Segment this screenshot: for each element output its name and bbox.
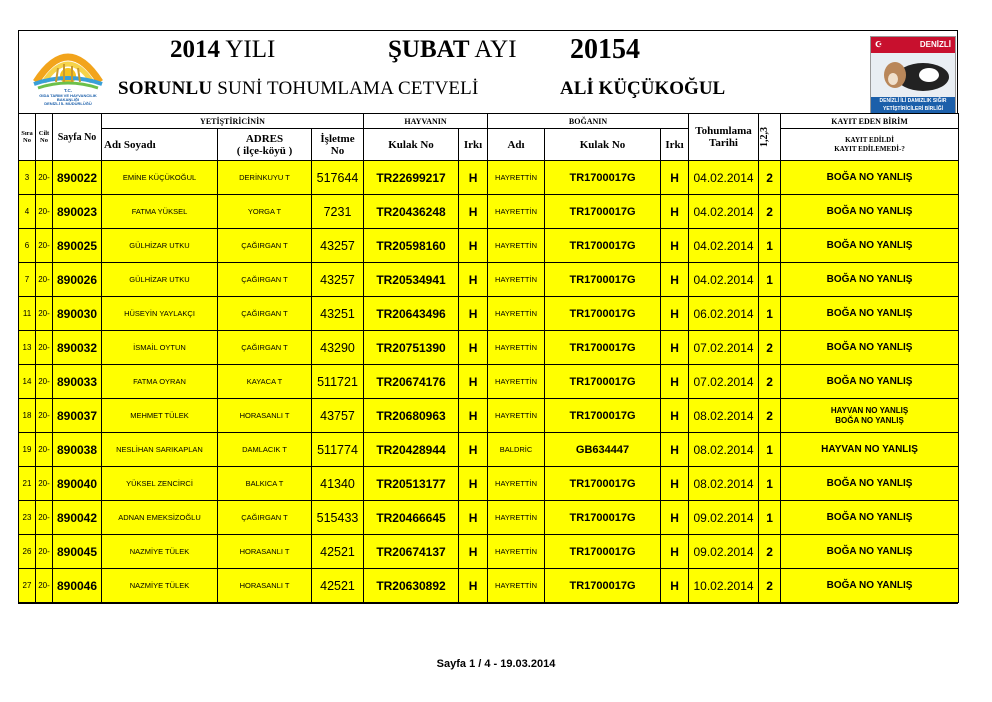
cell-sira: 26 — [19, 535, 36, 569]
cell-kulak: TR20674137 — [364, 535, 459, 569]
cell-sira: 13 — [19, 331, 36, 365]
col-sira: Sıra No — [19, 114, 36, 161]
cell-kulak: TR20643496 — [364, 297, 459, 331]
technician-name: ALİ KÜÇÜKOĞUL — [560, 78, 726, 99]
cell-bull-irk: H — [661, 535, 689, 569]
group-breeder: YETİŞTİRİCİNİN — [102, 114, 364, 129]
cell-status: BOĞA NO YANLIŞ — [781, 569, 959, 603]
cell-irk: H — [459, 433, 488, 467]
cell-name: FATMA OYRAN — [102, 365, 218, 399]
cell-irk: H — [459, 229, 488, 263]
cell-bull: HAYRETTİN — [488, 297, 545, 331]
cell-sira: 6 — [19, 229, 36, 263]
cell-bull-kulak: TR1700017G — [545, 399, 661, 433]
table-row — [19, 229, 959, 263]
cell-bull-kulak: TR1700017G — [545, 569, 661, 603]
table-row — [19, 161, 959, 195]
cell-kulak: TR20436248 — [364, 195, 459, 229]
cell-name: NESLİHAN SARIKAPLAN — [102, 433, 218, 467]
cell-sayfa: 890026 — [53, 263, 102, 297]
month-word: AYI — [474, 36, 517, 63]
cell-adres: ÇAĞIRGAN T — [218, 331, 312, 365]
cell-irk: H — [459, 569, 488, 603]
cell-count: 1 — [759, 297, 781, 331]
cell-bull-irk: H — [661, 331, 689, 365]
union-logo-title: ☪ DENİZLİ — [871, 37, 955, 53]
table-body — [19, 161, 959, 603]
col-bull-kulak: Kulak No — [545, 129, 661, 161]
cell-sayfa: 890037 — [53, 399, 102, 433]
cell-bull: BALDRİC — [488, 433, 545, 467]
cell-cilt: 20- — [36, 297, 53, 331]
cell-irk: H — [459, 161, 488, 195]
union-logo — [870, 36, 956, 114]
cell-count: 2 — [759, 331, 781, 365]
cell-sayfa: 890032 — [53, 331, 102, 365]
table-row — [19, 467, 959, 501]
logo-line-3: BAKANLIĞI — [56, 97, 80, 102]
table-row — [19, 399, 959, 433]
col-adres: ADRES ( ilçe-köyü ) — [218, 129, 312, 161]
cell-adres: ÇAĞIRGAN T — [218, 229, 312, 263]
cell-isletme: 43757 — [312, 399, 364, 433]
cell-tarih: 04.02.2014 — [689, 263, 759, 297]
cell-bull-irk: H — [661, 501, 689, 535]
subtitle-rest: SUNİ TOHUMLAMA CETVELİ — [217, 78, 479, 99]
table-row — [19, 365, 959, 399]
cell-cilt: 20- — [36, 433, 53, 467]
cell-isletme: 511721 — [312, 365, 364, 399]
cell-kulak: TR20513177 — [364, 467, 459, 501]
col-bull-irki: Irkı — [661, 129, 689, 161]
cell-bull: HAYRETTİN — [488, 263, 545, 297]
cell-bull-kulak: TR1700017G — [545, 365, 661, 399]
cell-count: 2 — [759, 535, 781, 569]
cell-sira: 21 — [19, 467, 36, 501]
cell-bull-kulak: GB634447 — [545, 433, 661, 467]
cell-bull: HAYRETTİN — [488, 161, 545, 195]
cell-adres: ÇAĞIRGAN T — [218, 263, 312, 297]
cell-bull: HAYRETTİN — [488, 331, 545, 365]
cell-name: EMİNE KÜÇÜKOĞUL — [102, 161, 218, 195]
flag-icon: ☪ — [875, 40, 883, 49]
cell-tarih: 04.02.2014 — [689, 161, 759, 195]
cell-isletme: 43290 — [312, 331, 364, 365]
cell-bull-kulak: TR1700017G — [545, 331, 661, 365]
cell-bull-irk: H — [661, 263, 689, 297]
cell-name: NAZMİYE TÜLEK — [102, 569, 218, 603]
cell-irk: H — [459, 501, 488, 535]
cell-bull: HAYRETTİN — [488, 535, 545, 569]
year-word: YILI — [225, 36, 276, 63]
cell-sayfa: 890030 — [53, 297, 102, 331]
cell-kulak: TR20598160 — [364, 229, 459, 263]
cell-kulak: TR22699217 — [364, 161, 459, 195]
cell-status: HAYVAN NO YANLIŞ BOĞA NO YANLIŞ — [781, 399, 959, 433]
cell-status: BOĞA NO YANLIŞ — [781, 297, 959, 331]
cell-bull-irk: H — [661, 365, 689, 399]
cell-adres: ÇAĞIRGAN T — [218, 501, 312, 535]
cell-sayfa: 890040 — [53, 467, 102, 501]
cell-kulak: TR20751390 — [364, 331, 459, 365]
cell-count: 1 — [759, 467, 781, 501]
cell-isletme: 511774 — [312, 433, 364, 467]
cell-count: 2 — [759, 365, 781, 399]
cell-irk: H — [459, 263, 488, 297]
cell-isletme: 42521 — [312, 535, 364, 569]
month-name: ŞUBAT — [388, 36, 470, 63]
cell-kulak: TR20680963 — [364, 399, 459, 433]
problem-insemination-table — [18, 113, 959, 603]
cell-tarih: 07.02.2014 — [689, 365, 759, 399]
cell-adres: HORASANLI T — [218, 399, 312, 433]
cell-bull-kulak: TR1700017G — [545, 229, 661, 263]
logo-line-2: GIDA TARIM VE HAYVANCILIK — [39, 93, 97, 98]
cell-bull-irk: H — [661, 229, 689, 263]
col-count: 1,2,3 — [759, 114, 781, 161]
cell-bull-kulak: TR1700017G — [545, 263, 661, 297]
cell-isletme: 41340 — [312, 467, 364, 501]
cell-tarih: 08.02.2014 — [689, 467, 759, 501]
logo-line-1: T.C. — [63, 88, 73, 93]
cell-name: FATMA YÜKSEL — [102, 195, 218, 229]
table-row — [19, 297, 959, 331]
cell-sayfa: 890022 — [53, 161, 102, 195]
col-kulak-no: Kulak No — [364, 129, 459, 161]
cell-count: 1 — [759, 433, 781, 467]
cell-status: BOĞA NO YANLIŞ — [781, 501, 959, 535]
cell-sira: 4 — [19, 195, 36, 229]
cell-adres: DAMLACIK T — [218, 433, 312, 467]
table-row — [19, 501, 959, 535]
cell-status: BOĞA NO YANLIŞ — [781, 195, 959, 229]
year-number: 2014 — [170, 36, 220, 63]
cell-count: 2 — [759, 195, 781, 229]
cell-adres: ÇAĞIRGAN T — [218, 297, 312, 331]
cell-sira: 11 — [19, 297, 36, 331]
cell-bull-irk: H — [661, 467, 689, 501]
cattle-icon — [871, 53, 955, 97]
cell-bull-kulak: TR1700017G — [545, 195, 661, 229]
cell-name: NAZMİYE TÜLEK — [102, 535, 218, 569]
cell-status: BOĞA NO YANLIŞ — [781, 161, 959, 195]
document-code: 20154 — [570, 34, 640, 65]
cell-name: MEHMET TÜLEK — [102, 399, 218, 433]
cell-adres: DERİNKUYU T — [218, 161, 312, 195]
cell-tarih: 04.02.2014 — [689, 229, 759, 263]
cell-sayfa: 890023 — [53, 195, 102, 229]
col-isletme: İşletme No — [312, 129, 364, 161]
cell-cilt: 20- — [36, 569, 53, 603]
cell-irk: H — [459, 365, 488, 399]
cell-status: BOĞA NO YANLIŞ — [781, 229, 959, 263]
cell-tarih: 08.02.2014 — [689, 433, 759, 467]
col-unit-status: KAYIT EDİLDİ KAYIT EDİLEMEDİ-? — [781, 129, 959, 161]
cell-bull-irk: H — [661, 569, 689, 603]
cell-count: 2 — [759, 161, 781, 195]
cell-bull-irk: H — [661, 433, 689, 467]
cell-cilt: 20- — [36, 161, 53, 195]
cell-isletme: 43257 — [312, 229, 364, 263]
cell-status: BOĞA NO YANLIŞ — [781, 365, 959, 399]
cell-sira: 19 — [19, 433, 36, 467]
col-cilt: Cilt No — [36, 114, 53, 161]
cell-count: 1 — [759, 501, 781, 535]
cell-count: 1 — [759, 229, 781, 263]
cell-kulak: TR20630892 — [364, 569, 459, 603]
cell-cilt: 20- — [36, 501, 53, 535]
cell-kulak: TR20466645 — [364, 501, 459, 535]
document-subtitle — [118, 78, 479, 100]
cell-sira: 3 — [19, 161, 36, 195]
cell-bull-kulak: TR1700017G — [545, 501, 661, 535]
cell-bull-irk: H — [661, 161, 689, 195]
union-logo-caption: DENİZLİ İLİ DAMIZLIK SIĞIR YETİŞTİRİCİLERİ BİRLİĞİ — [871, 97, 955, 113]
cell-name: YÜKSEL ZENCİRCİ — [102, 467, 218, 501]
cell-sayfa: 890046 — [53, 569, 102, 603]
cell-status: HAYVAN NO YANLIŞ — [781, 433, 959, 467]
cell-isletme: 517644 — [312, 161, 364, 195]
cell-adres: HORASANLI T — [218, 535, 312, 569]
table-row — [19, 331, 959, 365]
col-tohumlama: Tohumlama Tarihi — [689, 114, 759, 161]
logo-line-4: DENİZLİ İL MÜDÜRLÜĞÜ — [44, 101, 92, 106]
cell-sira: 7 — [19, 263, 36, 297]
cell-name: GÜLHİZAR UTKU — [102, 263, 218, 297]
cell-irk: H — [459, 331, 488, 365]
cell-irk: H — [459, 297, 488, 331]
cell-status: BOĞA NO YANLIŞ — [781, 263, 959, 297]
cell-status: BOĞA NO YANLIŞ — [781, 535, 959, 569]
group-unit: KAYIT EDEN BİRİM — [781, 114, 959, 129]
cell-count: 2 — [759, 569, 781, 603]
group-bull: BOĞANIN — [488, 114, 689, 129]
cell-isletme: 43251 — [312, 297, 364, 331]
cell-name: HÜSEYİN YAYLAKÇI — [102, 297, 218, 331]
cell-bull-irk: H — [661, 297, 689, 331]
cell-bull-kulak: TR1700017G — [545, 297, 661, 331]
cell-cilt: 20- — [36, 535, 53, 569]
month-title — [388, 36, 517, 64]
cell-irk: H — [459, 535, 488, 569]
cell-bull: HAYRETTİN — [488, 467, 545, 501]
page-footer: Sayfa 1 / 4 - 19.03.2014 — [436, 658, 556, 670]
cell-sayfa: 890033 — [53, 365, 102, 399]
group-animal: HAYVANIN — [364, 114, 488, 129]
table-row — [19, 263, 959, 297]
cell-cilt: 20- — [36, 263, 53, 297]
cell-bull-kulak: TR1700017G — [545, 161, 661, 195]
cell-name: GÜLHİZAR UTKU — [102, 229, 218, 263]
cell-bull-kulak: TR1700017G — [545, 535, 661, 569]
cell-cilt: 20- — [36, 331, 53, 365]
cell-cilt: 20- — [36, 229, 53, 263]
cell-sira: 14 — [19, 365, 36, 399]
year-title — [170, 36, 275, 64]
ministry-logo — [28, 38, 108, 106]
header-row-columns — [19, 129, 959, 161]
cell-sayfa: 890025 — [53, 229, 102, 263]
cell-tarih: 10.02.2014 — [689, 569, 759, 603]
col-adi-soyadi: Adı Soyadı — [102, 129, 218, 161]
cell-count: 1 — [759, 263, 781, 297]
cell-bull: HAYRETTİN — [488, 501, 545, 535]
table-row — [19, 569, 959, 603]
cell-name: İSMAİL OYTUN — [102, 331, 218, 365]
cell-cilt: 20- — [36, 195, 53, 229]
cell-status: BOĞA NO YANLIŞ — [781, 331, 959, 365]
cell-tarih: 07.02.2014 — [689, 331, 759, 365]
cell-bull-irk: H — [661, 195, 689, 229]
cell-sira: 23 — [19, 501, 36, 535]
cell-isletme: 42521 — [312, 569, 364, 603]
cell-tarih: 04.02.2014 — [689, 195, 759, 229]
cell-tarih: 06.02.2014 — [689, 297, 759, 331]
cell-status: BOĞA NO YANLIŞ — [781, 467, 959, 501]
cell-kulak: TR20674176 — [364, 365, 459, 399]
cell-sayfa: 890045 — [53, 535, 102, 569]
cell-irk: H — [459, 399, 488, 433]
cell-kulak: TR20534941 — [364, 263, 459, 297]
cell-bull-irk: H — [661, 399, 689, 433]
cell-name: ADNAN EMEKSİZOĞLU — [102, 501, 218, 535]
cell-adres: BALKICA T — [218, 467, 312, 501]
table-row — [19, 433, 959, 467]
cell-cilt: 20- — [36, 399, 53, 433]
cell-sayfa: 890038 — [53, 433, 102, 467]
cell-bull: HAYRETTİN — [488, 399, 545, 433]
col-irki: Irkı — [459, 129, 488, 161]
cell-kulak: TR20428944 — [364, 433, 459, 467]
cell-sira: 18 — [19, 399, 36, 433]
cell-bull-kulak: TR1700017G — [545, 467, 661, 501]
cell-bull: HAYRETTİN — [488, 569, 545, 603]
cell-bull: HAYRETTİN — [488, 229, 545, 263]
cell-tarih: 08.02.2014 — [689, 399, 759, 433]
col-bull-adi: Adı — [488, 129, 545, 161]
col-sayfa: Sayfa No — [53, 114, 102, 161]
cell-irk: H — [459, 195, 488, 229]
header-row-groups — [19, 114, 959, 129]
cell-adres: YORGA T — [218, 195, 312, 229]
cell-adres: KAYACA T — [218, 365, 312, 399]
cell-isletme: 43257 — [312, 263, 364, 297]
cell-count: 2 — [759, 399, 781, 433]
cell-isletme: 7231 — [312, 195, 364, 229]
cell-cilt: 20- — [36, 365, 53, 399]
cell-adres: HORASANLI T — [218, 569, 312, 603]
table-row — [19, 195, 959, 229]
cell-sayfa: 890042 — [53, 501, 102, 535]
table-row — [19, 535, 959, 569]
cell-bull: HAYRETTİN — [488, 195, 545, 229]
document-header — [18, 30, 958, 114]
cell-cilt: 20- — [36, 467, 53, 501]
cell-bull: HAYRETTİN — [488, 365, 545, 399]
cell-isletme: 515433 — [312, 501, 364, 535]
cell-irk: H — [459, 467, 488, 501]
cell-sira: 27 — [19, 569, 36, 603]
cell-tarih: 09.02.2014 — [689, 501, 759, 535]
subtitle-bold: SORUNLU — [118, 78, 213, 99]
cell-tarih: 09.02.2014 — [689, 535, 759, 569]
